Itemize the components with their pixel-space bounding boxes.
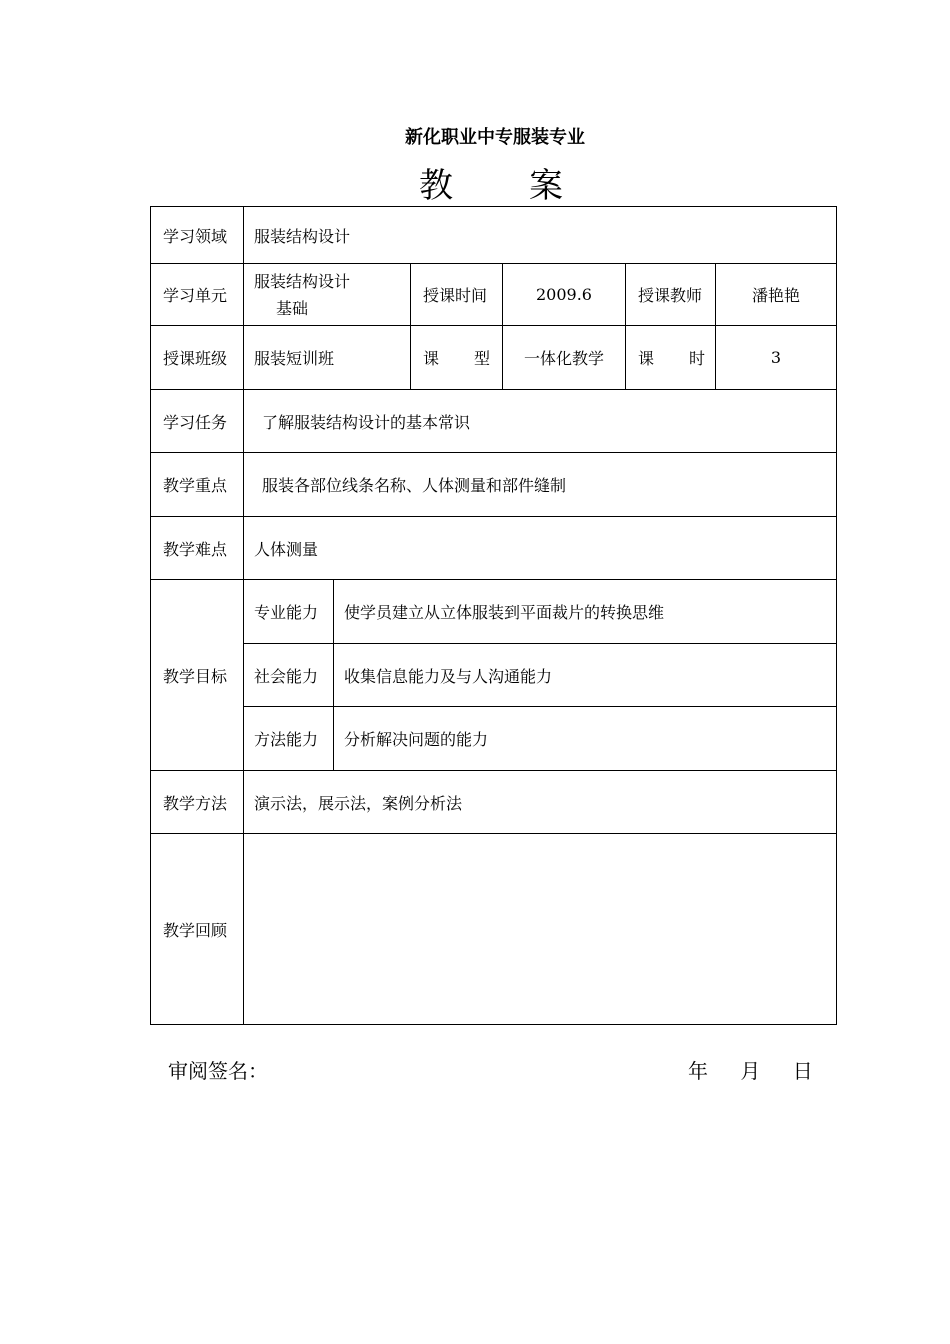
difficulty-value: 人体测量 (244, 517, 837, 580)
goal-3-value: 分析解决问题的能力 (334, 707, 837, 771)
review-label: 教学回顾 (151, 834, 244, 1025)
row-unit (151, 264, 837, 326)
type-label-b: 型 (473, 349, 490, 368)
row-domain (151, 207, 837, 264)
method-value: 演示法，展示法，案例分析法 (244, 771, 837, 834)
row-task (151, 390, 837, 453)
date-month: 月 (740, 1059, 761, 1083)
row-key (151, 453, 837, 517)
lesson-plan-table (150, 206, 837, 1025)
hours-label-a: 课 (638, 349, 655, 368)
date-year: 年 (688, 1059, 708, 1083)
row-goal-2 (151, 644, 837, 707)
sign-label: 审阅签名： (168, 1059, 268, 1083)
task-value: 了解服装结构设计的基本常识 (244, 390, 837, 453)
key-value: 服装各部位线条名称、人体测量和部件缝制 (244, 453, 837, 517)
date-field (688, 1055, 839, 1084)
type-label (411, 326, 503, 390)
row-review (151, 834, 837, 1025)
time-value: 2009.6 (503, 264, 626, 326)
class-value: 服装短训班 (244, 326, 411, 390)
unit-value-line1: 服装结构设计 (254, 271, 351, 291)
document-title (419, 158, 563, 207)
task-label: 学习任务 (151, 390, 244, 453)
row-goal-1 (151, 580, 837, 644)
goal-2-value: 收集信息能力及与人沟通能力 (334, 644, 837, 707)
hours-label-b: 时 (688, 349, 705, 368)
title-char-1: 教 (419, 166, 453, 206)
hours-label (626, 326, 716, 390)
domain-label: 学习领域 (151, 207, 244, 264)
row-goal-3 (151, 707, 837, 771)
unit-value (244, 264, 411, 326)
unit-value-line2: 基础 (276, 298, 309, 318)
goals-label: 教学目标 (151, 580, 244, 771)
hours-value: 3 (716, 326, 837, 390)
review-value (244, 834, 837, 1025)
row-difficulty (151, 517, 837, 580)
goal-2-label: 社会能力 (244, 644, 334, 707)
goal-1-label: 专业能力 (244, 580, 334, 644)
goal-3-label: 方法能力 (244, 707, 334, 771)
time-label: 授课时间 (411, 264, 503, 326)
type-label-a: 课 (423, 349, 440, 368)
goal-1-value: 使学员建立从立体服装到平面裁片的转换思维 (334, 580, 837, 644)
title-char-2: 案 (529, 166, 563, 206)
teacher-label: 授课教师 (626, 264, 716, 326)
class-label: 授课班级 (151, 326, 244, 390)
key-label: 教学重点 (151, 453, 244, 517)
row-method (151, 771, 837, 834)
method-label: 教学方法 (151, 771, 244, 834)
row-class (151, 326, 837, 390)
domain-value: 服装结构设计 (244, 207, 837, 264)
difficulty-label: 教学难点 (151, 517, 244, 580)
school-subtitle: 新化职业中专服装专业 (405, 127, 585, 148)
type-value: 一体化教学 (503, 326, 626, 390)
unit-label: 学习单元 (151, 264, 244, 326)
date-day: 日 (792, 1059, 813, 1083)
teacher-value: 潘艳艳 (716, 264, 837, 326)
